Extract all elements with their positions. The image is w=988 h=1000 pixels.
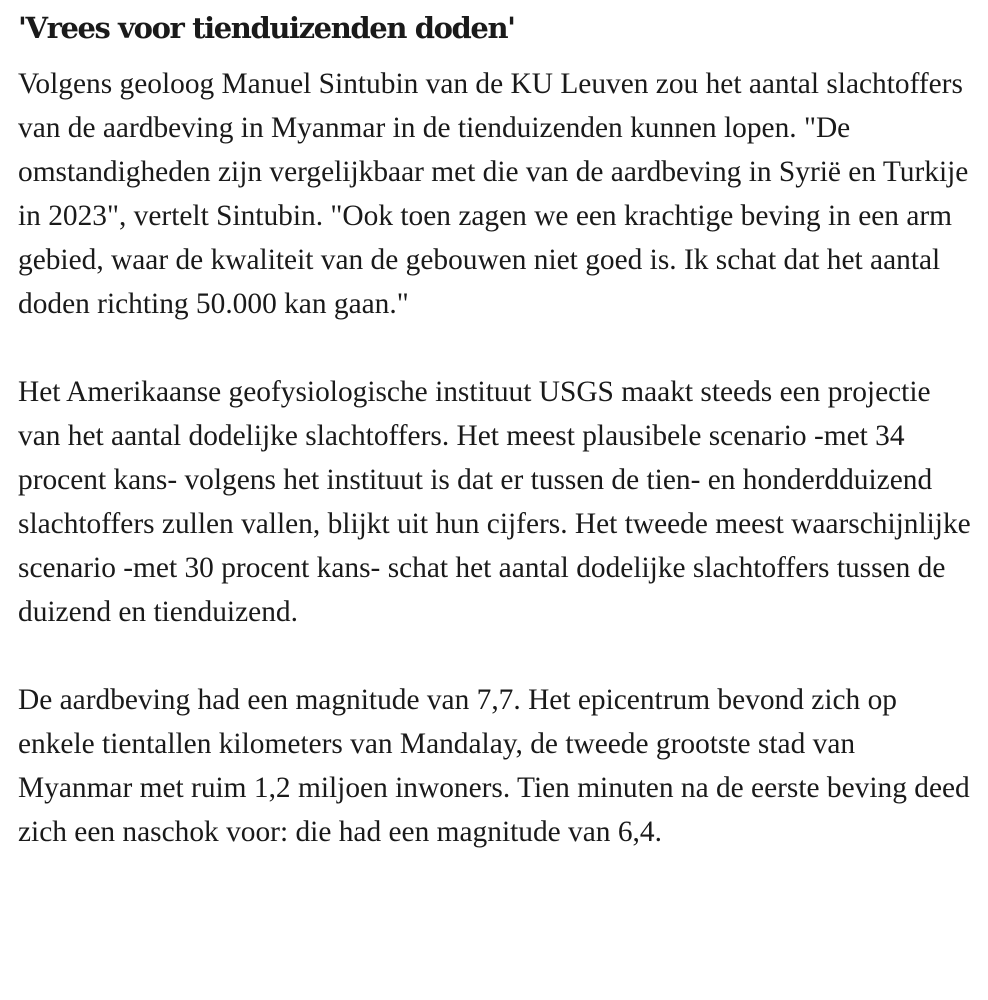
paragraph-usgs-projection: Het Amerikaanse geofysiologische instituut USGS maakt steeds een projectie van het aantal dodelijke slachtoffers. Het meest plausibele scenario -met 34 procent kans- volgens het instituut is dat er tussen de tien- en honderdduizend slachtoffers zullen vallen, blijkt uit hun cijfers. Het tweede meest waarschijnlijke scenario -met 30 procent kans- schat het aantal dodelijke slachtoffers tussen de duizend en tienduizend. <box>18 376 971 628</box>
article-body <box>18 0 973 854</box>
article-headline: 'Vrees voor tienduizenden doden' <box>18 11 515 45</box>
paragraph-geologist-quote: Volgens geoloog Manuel Sintubin van de KU Leuven zou het aantal slachtoffers van de aardbeving in Myanmar in de tienduizenden kunnen lopen. "De omstandigheden zijn vergelijkbaar met die van de aardbeving in Syrië en Turkije in 2023", vertelt Sintubin. "Ook toen zagen we een krachtige beving in een arm gebied, waar de kwaliteit van de gebouwen niet goed is. Ik schat dat het aantal doden richting 50.000 kan gaan." <box>18 68 969 320</box>
paragraph-magnitude-details: De aardbeving had een magnitude van 7,7. Het epicentrum bevond zich op enkele tientallen kilometers van Mandalay, de tweede grootste stad van Myanmar met ruim 1,2 miljoen inwoners. Tien minuten na de eerste beving deed zich een naschok voor: die had een magnitude van 6,4. <box>18 684 970 848</box>
